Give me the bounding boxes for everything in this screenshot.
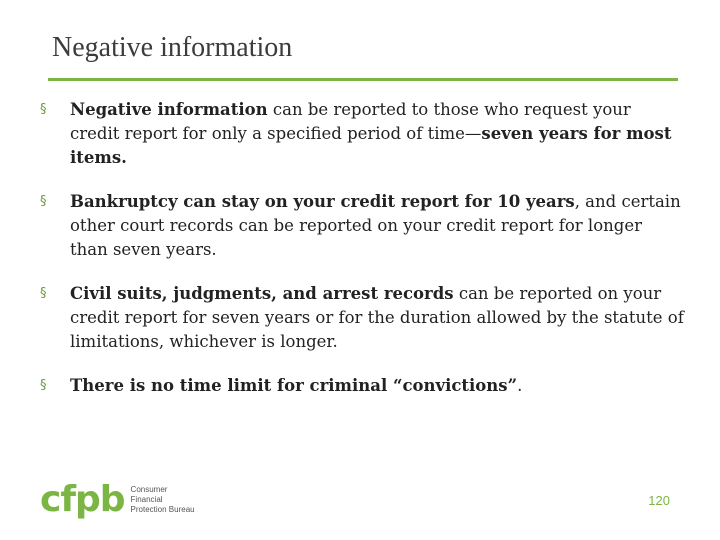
logo-line: Consumer Financial — [130, 485, 168, 504]
title-divider — [48, 78, 678, 81]
slide-title: Negative information — [52, 32, 293, 63]
bullet-marker: § — [40, 378, 47, 393]
bullet-item — [34, 374, 684, 398]
cfpb-logo — [40, 479, 201, 520]
cfpb-logo-mark: cfpb — [40, 479, 125, 520]
bullet-marker: § — [40, 102, 47, 117]
bullet-marker: § — [40, 194, 47, 209]
bullet-item — [34, 190, 684, 262]
page-number: 120 — [648, 493, 670, 508]
bold-text: seven years for most items. — [70, 124, 672, 167]
cfpb-logo-text — [131, 485, 201, 515]
bullet-marker: § — [40, 286, 47, 301]
bullet-text — [70, 284, 684, 351]
plain-text: can be reported to those who request your credit report for only a specified period of time— — [70, 100, 631, 143]
bullet-text — [70, 100, 671, 167]
bullet-item — [34, 282, 684, 354]
bold-text: Bankruptcy can stay on your credit report for 10 years — [70, 192, 575, 211]
bold-text: Civil suits, judgments, and arrest records — [70, 284, 454, 303]
plain-text: , and certain other court records can be reported on your credit report for longer than seven years. — [70, 192, 681, 259]
bullet-list — [34, 98, 684, 418]
plain-text: . — [517, 376, 523, 395]
bold-text: Negative information — [70, 100, 268, 119]
bullet-text — [70, 192, 681, 259]
bullet-item — [34, 98, 684, 170]
logo-line: Protection Bureau — [130, 505, 195, 514]
plain-text: can be reported on your credit report for seven years or for the duration allowed by the statute of limitations, whichever is longer. — [70, 284, 684, 351]
bold-text: There is no time limit for criminal “convictions” — [70, 376, 518, 395]
bullet-text — [70, 376, 522, 395]
